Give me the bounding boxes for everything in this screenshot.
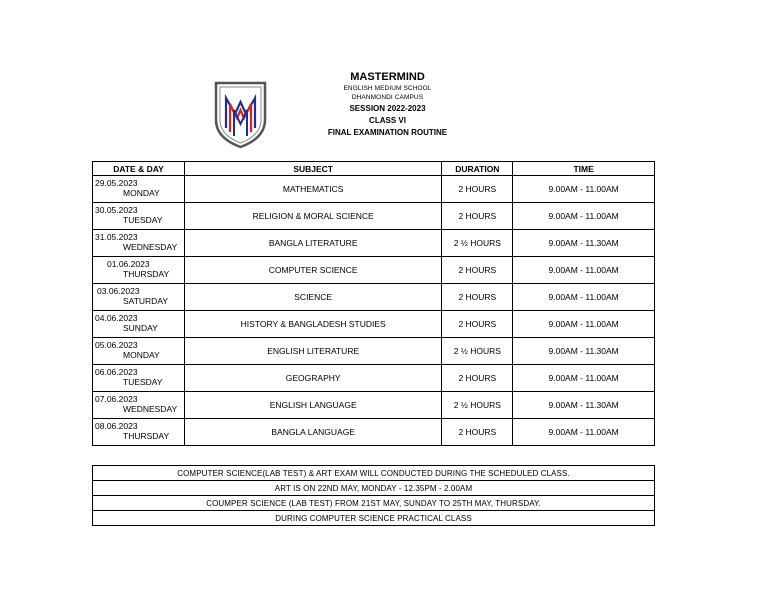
- table-row: [93, 311, 655, 338]
- date-day-cell: [93, 338, 185, 365]
- duration-cell: 2 HOURS: [442, 203, 513, 230]
- note-text: COMPUTER SCIENCE(LAB TEST) & ART EXAM WILL CONDUCTED DURING THE SCHEDULED CLASS.: [93, 466, 655, 481]
- duration-cell: 2 ½ HOURS: [442, 392, 513, 419]
- subject-cell: HISTORY & BANGLADESH STUDIES: [184, 311, 441, 338]
- duration-cell: 2 ½ HOURS: [442, 338, 513, 365]
- exam-date: 01.06.2023: [107, 259, 150, 269]
- time-cell: 9.00AM - 11.30AM: [513, 230, 655, 257]
- subject-cell: MATHEMATICS: [184, 176, 441, 203]
- exam-date: 07.06.2023: [95, 394, 138, 404]
- notes-table: [92, 465, 655, 526]
- subject-cell: SCIENCE: [184, 284, 441, 311]
- exam-day: WEDNESDAY: [123, 242, 178, 252]
- subject-cell: COMPUTER SCIENCE: [184, 257, 441, 284]
- note-text: DURING COMPUTER SCIENCE PRACTICAL CLASS: [93, 511, 655, 526]
- school-name: MASTERMIND: [350, 71, 425, 83]
- duration-cell: 2 HOURS: [442, 284, 513, 311]
- exam-date: 30.05.2023: [95, 205, 138, 215]
- session-label: SESSION 2022-2023: [349, 104, 426, 113]
- table-row: [93, 419, 655, 446]
- subject-cell: BANGLA LANGUAGE: [184, 419, 441, 446]
- exam-day: TUESDAY: [123, 377, 163, 387]
- subject-cell: BANGLA LITERATURE: [184, 230, 441, 257]
- school-type: ENGLISH MEDIUM SCHOOL: [343, 85, 432, 92]
- date-day-cell: [93, 230, 185, 257]
- header-date-day: DATE & DAY: [93, 162, 185, 176]
- exam-date: 04.06.2023: [95, 313, 138, 323]
- table-header-row: [93, 162, 655, 176]
- campus-name: DHANMONDI CAMPUS: [351, 93, 424, 101]
- exam-date: 29.05.2023: [95, 178, 138, 188]
- time-cell: 9.00AM - 11.00AM: [513, 284, 655, 311]
- duration-cell: 2 HOURS: [442, 365, 513, 392]
- exam-day: THURSDAY: [123, 431, 170, 441]
- note-row: [93, 496, 655, 511]
- exam-date: 05.06.2023: [95, 340, 138, 350]
- note-row: [93, 466, 655, 481]
- time-cell: 9.00AM - 11.00AM: [513, 419, 655, 446]
- subject-cell: ENGLISH LITERATURE: [184, 338, 441, 365]
- exam-date: 03.06.2023: [97, 286, 140, 296]
- table-row: [93, 230, 655, 257]
- exam-day: TUESDAY: [123, 215, 163, 225]
- date-day-cell: [93, 203, 185, 230]
- note-text: COUMPER SCIENCE (LAB TEST) FROM 21ST MAY, SUNDAY TO 25TH MAY, THURSDAY.: [93, 496, 655, 511]
- duration-cell: 2 HOURS: [442, 419, 513, 446]
- exam-day: MONDAY: [123, 188, 160, 198]
- date-day-cell: [93, 257, 185, 284]
- routine-title: FINAL EXAMINATION ROUTINE: [327, 128, 448, 137]
- school-logo-shield: [213, 80, 268, 150]
- duration-cell: 2 HOURS: [442, 257, 513, 284]
- time-cell: 9.00AM - 11.30AM: [513, 392, 655, 419]
- table-row: [93, 203, 655, 230]
- date-day-cell: [93, 365, 185, 392]
- header-subject: SUBJECT: [184, 162, 441, 176]
- exam-date: 06.06.2023: [95, 367, 138, 377]
- time-cell: 9.00AM - 11.00AM: [513, 365, 655, 392]
- subject-cell: RELIGION & MORAL SCIENCE: [184, 203, 441, 230]
- table-row: [93, 176, 655, 203]
- duration-cell: 2 HOURS: [442, 176, 513, 203]
- date-day-cell: [93, 311, 185, 338]
- subject-cell: ENGLISH LANGUAGE: [184, 392, 441, 419]
- exam-routine-table: [92, 161, 655, 446]
- time-cell: 9.00AM - 11.00AM: [513, 311, 655, 338]
- duration-cell: 2 HOURS: [442, 311, 513, 338]
- exam-day: WEDNESDAY: [123, 404, 178, 414]
- table-row: [93, 284, 655, 311]
- duration-cell: 2 ½ HOURS: [442, 230, 513, 257]
- exam-date: 31.05.2023: [95, 232, 138, 242]
- table-row: [93, 257, 655, 284]
- exam-day: MONDAY: [123, 350, 160, 360]
- subject-cell: GEOGRAPHY: [184, 365, 441, 392]
- table-row: [93, 338, 655, 365]
- time-cell: 9.00AM - 11.00AM: [513, 203, 655, 230]
- header-time: TIME: [513, 162, 655, 176]
- note-text: ART IS ON 22ND MAY, MONDAY - 12.35PM - 2.00AM: [93, 481, 655, 496]
- note-row: [93, 481, 655, 496]
- note-row: [93, 511, 655, 526]
- header-duration: DURATION: [442, 162, 513, 176]
- exam-day: SATURDAY: [123, 296, 169, 306]
- date-day-cell: [93, 392, 185, 419]
- time-cell: 9.00AM - 11.00AM: [513, 257, 655, 284]
- table-row: [93, 392, 655, 419]
- exam-day: SUNDAY: [123, 323, 158, 333]
- class-label: CLASS VI: [369, 116, 406, 125]
- time-cell: 9.00AM - 11.00AM: [513, 176, 655, 203]
- date-day-cell: [93, 284, 185, 311]
- date-day-cell: [93, 176, 185, 203]
- time-cell: 9.00AM - 11.30AM: [513, 338, 655, 365]
- school-header: [300, 70, 475, 137]
- exam-day: THURSDAY: [123, 269, 170, 279]
- date-day-cell: [93, 419, 185, 446]
- exam-date: 08.06.2023: [95, 421, 138, 431]
- table-row: [93, 365, 655, 392]
